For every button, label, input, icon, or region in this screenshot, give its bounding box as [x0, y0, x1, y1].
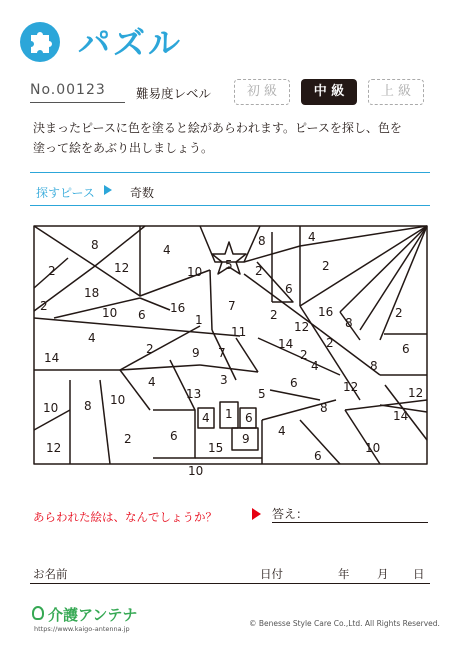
- puzzle-line: [340, 226, 427, 312]
- puzzle-line: [236, 338, 258, 372]
- instructions-line-2: 塗って絵をあぶり出しましょう。: [33, 141, 214, 155]
- puzzle-line: [140, 226, 210, 296]
- puzzle-line: [300, 226, 427, 306]
- piece-number: 7: [228, 299, 236, 313]
- antenna-icon: [32, 606, 44, 620]
- piece-number: 8: [91, 238, 99, 252]
- piece-number: 2: [270, 308, 278, 322]
- answer-question: あらわれた絵は、なんでしょうか？: [33, 510, 217, 524]
- copyright: © Benesse Style Care Co.,Ltd. All Rights Reserved.: [249, 619, 440, 628]
- piece-number: 12: [46, 441, 62, 455]
- answer-field[interactable]: [272, 522, 428, 523]
- piece-number: 6: [245, 411, 253, 425]
- piece-number: 12: [343, 380, 359, 394]
- piece-number: 4: [278, 424, 286, 438]
- level-beginner: 初 級: [234, 79, 290, 105]
- puzzle-line: [170, 360, 195, 410]
- piece-number: 2: [395, 306, 403, 320]
- name-date-field[interactable]: [30, 583, 430, 584]
- puzzle-line: [345, 410, 380, 464]
- piece-number: 6: [285, 282, 293, 296]
- piece-number: 4: [88, 331, 96, 345]
- piece-number: 4: [311, 359, 319, 373]
- piece-number: 2: [326, 336, 334, 350]
- puzzle-line: [360, 226, 427, 330]
- month-label: 月: [377, 567, 389, 581]
- piece-number: 5: [225, 258, 233, 272]
- brand-url: https://www.kaigo-antenna.jp: [34, 625, 130, 633]
- date-label: 日付: [260, 567, 283, 581]
- find-piece-value: 奇数: [130, 186, 155, 200]
- piece-number: 4: [308, 230, 316, 244]
- piece-number: 4: [202, 411, 210, 425]
- find-piece-label: 探すピース: [36, 186, 95, 200]
- piece-number: 6: [138, 308, 146, 322]
- triangle-arrow-icon: [252, 508, 261, 520]
- piece-number: 1: [225, 407, 233, 421]
- piece-number: 10: [187, 265, 203, 279]
- puzzle-line: [120, 326, 200, 370]
- piece-number: 12: [294, 320, 310, 334]
- piece-number: 11: [231, 325, 247, 339]
- puzzle-line: [34, 318, 240, 336]
- puzzle-line: [300, 226, 427, 246]
- piece-number: 10: [43, 401, 59, 415]
- puzzle-line: [100, 380, 110, 464]
- piece-number: 1: [195, 313, 203, 327]
- level-intermediate-active: 中 級: [301, 79, 357, 105]
- piece-number: 2: [124, 432, 132, 446]
- piece-number: 12: [408, 386, 424, 400]
- puzzle-line: [120, 365, 200, 370]
- year-label: 年: [338, 567, 350, 581]
- piece-number: 2: [146, 342, 154, 356]
- piece-number: 8: [84, 399, 92, 413]
- piece-number: 2: [300, 348, 308, 362]
- piece-number: 8: [258, 234, 266, 248]
- piece-number: 8: [320, 401, 328, 415]
- piece-number: 4: [148, 375, 156, 389]
- answer-label: 答え：: [272, 507, 309, 521]
- difficulty-label: 難易度レベル: [136, 86, 212, 101]
- brand-logo: 介護アンテナ: [48, 606, 138, 624]
- piece-number: 2: [40, 299, 48, 313]
- piece-number: 10: [102, 306, 118, 320]
- page-title: パズル: [78, 24, 184, 62]
- piece-number: 2: [48, 264, 56, 278]
- puzzle-line: [54, 298, 140, 318]
- piece-number: 2: [322, 259, 330, 273]
- piece-number: 9: [242, 432, 250, 446]
- piece-number: 2: [255, 264, 263, 278]
- piece-number: 14: [278, 337, 294, 351]
- piece-number: 6: [290, 376, 298, 390]
- puzzle-line: [34, 226, 145, 266]
- piece-number: 14: [393, 409, 409, 423]
- piece-number: 12: [114, 261, 130, 275]
- piece-number: 7: [218, 346, 226, 360]
- puzzle-line: [210, 270, 212, 330]
- day-label: 日: [413, 567, 425, 581]
- piece-number: 8: [370, 359, 378, 373]
- piece-number: 10: [188, 464, 204, 478]
- piece-number: 16: [170, 301, 186, 315]
- piece-number: 14: [44, 351, 60, 365]
- puzzle-line: [380, 226, 427, 340]
- piece-number: 10: [110, 393, 126, 407]
- name-label: お名前: [33, 567, 68, 581]
- piece-number: 16: [318, 305, 334, 319]
- piece-number: 13: [186, 387, 202, 401]
- piece-number: 9: [192, 346, 200, 360]
- piece-number: 6: [170, 429, 178, 443]
- piece-number: 8: [345, 316, 353, 330]
- puzzle-line: [270, 390, 320, 400]
- puzzle-number: No.00123: [30, 82, 106, 98]
- piece-number: 18: [84, 286, 100, 300]
- piece-number: 10: [365, 441, 381, 455]
- piece-number: 5: [258, 387, 266, 401]
- piece-number: 6: [314, 449, 322, 463]
- piece-number: 4: [163, 243, 171, 257]
- piece-number: 6: [402, 342, 410, 356]
- piece-number: 15: [208, 441, 224, 455]
- piece-number: 3: [220, 373, 228, 387]
- level-advanced: 上 級: [368, 79, 424, 105]
- puzzle-line: [345, 400, 427, 410]
- instructions-line-1: 決まったピースに色を塗ると絵があらわれます。ピースを探し、色を: [33, 121, 402, 135]
